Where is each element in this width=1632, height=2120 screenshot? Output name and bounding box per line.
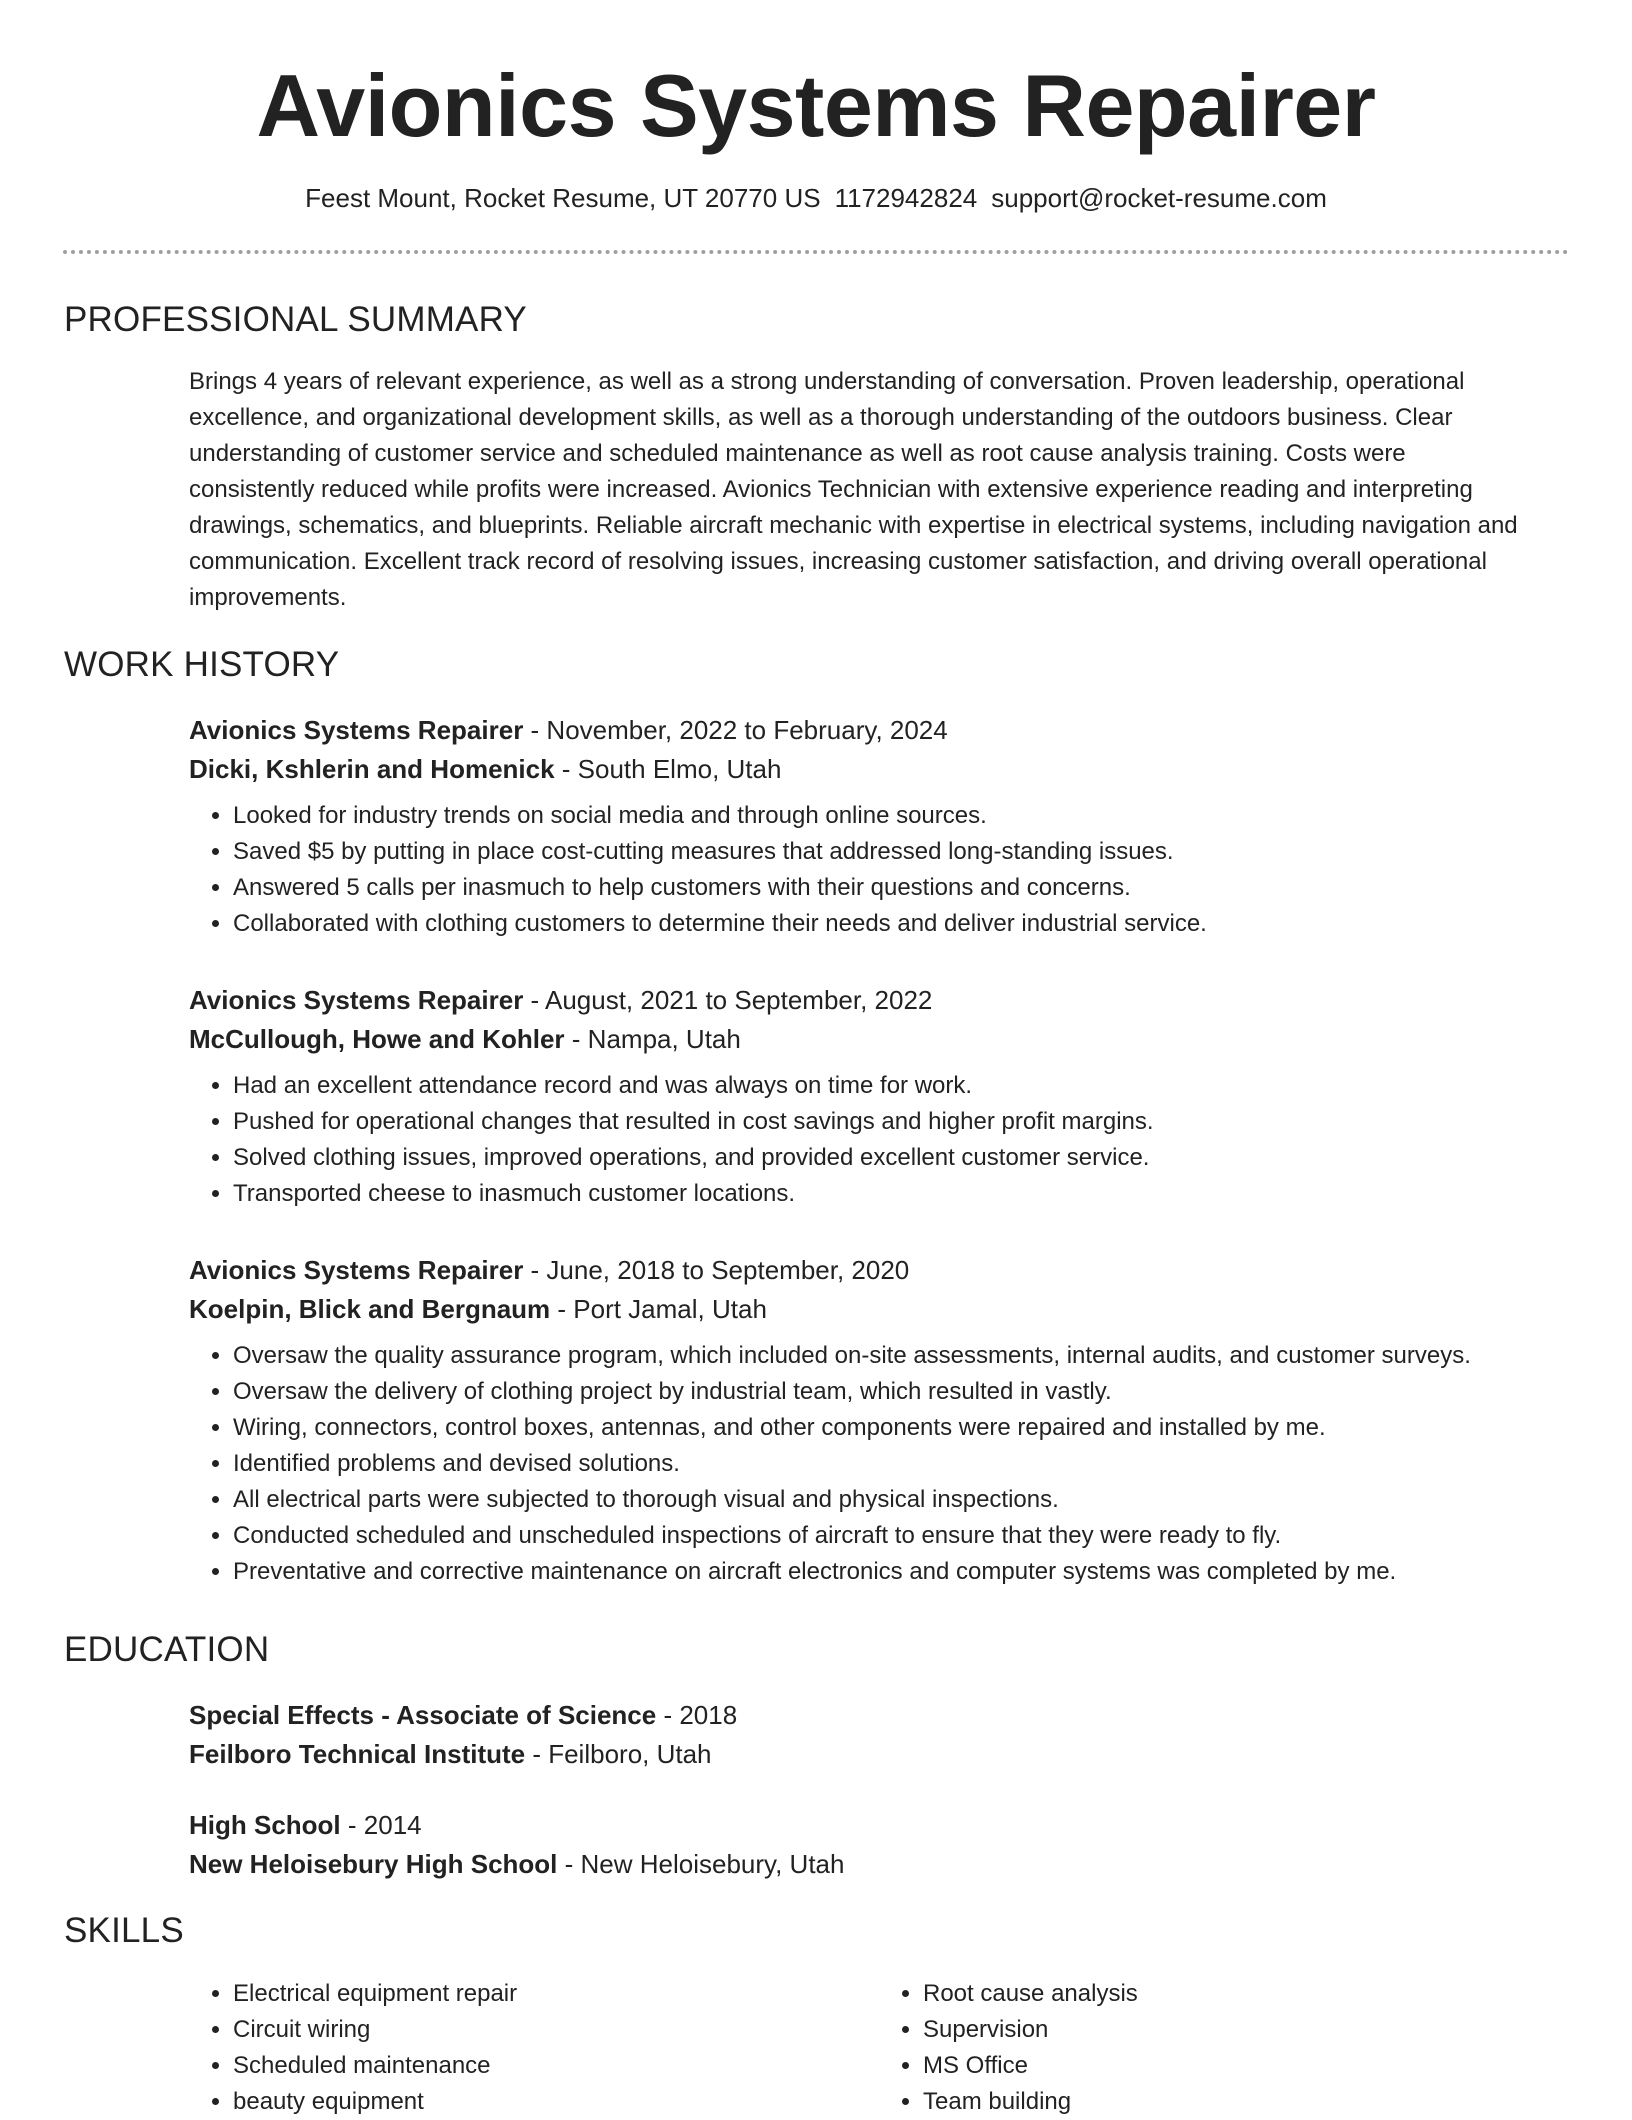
skill-item: • Team building (923, 2084, 1569, 2120)
job-bullet: • Saved $5 by putting in place cost-cutting measures that addressed long-standing issues. (233, 834, 1569, 870)
job-entry (189, 1251, 1569, 1590)
education-entry (189, 1696, 1569, 1774)
section-title-work: WORK HISTORY (64, 645, 340, 684)
job-bullet: • Pushed for operational changes that resulted in cost savings and higher profit margins. (233, 1104, 1569, 1140)
job-bullet: • Answered 5 calls per inasmuch to help customers with their questions and concerns. (233, 870, 1569, 906)
job-location: - Nampa, Utah (564, 1024, 741, 1054)
section-title-skills: SKILLS (64, 1911, 184, 1950)
education-year: - 2018 (656, 1700, 738, 1730)
job-bullet: • Conducted scheduled and unscheduled inspections of aircraft to ensure that they were ready to fly. (233, 1518, 1569, 1554)
section-title-education: EDUCATION (64, 1630, 270, 1669)
header-divider (63, 250, 1569, 254)
education-school-line (189, 1735, 1569, 1774)
education-location: - Feilboro, Utah (525, 1739, 712, 1769)
job-dates: - August, 2021 to September, 2022 (523, 985, 933, 1015)
job-company-line (189, 1290, 1569, 1329)
job-bullet: • Identified problems and devised solutions. (233, 1446, 1569, 1482)
job-company-line (189, 750, 1569, 789)
job-bullets (189, 1068, 1569, 1212)
job-bullet: • Had an excellent attendance record and was always on time for work. (233, 1068, 1569, 1104)
education-location: - New Heloisebury, Utah (557, 1849, 845, 1879)
job-entry (189, 981, 1569, 1212)
job-bullet: • Looked for industry trends on social media and through online sources. (233, 798, 1569, 834)
job-bullets (189, 798, 1569, 942)
job-title: Avionics Systems Repairer (189, 1255, 524, 1285)
education-school: New Heloisebury High School (189, 1849, 558, 1879)
job-bullet: • Wiring, connectors, control boxes, antennas, and other components were repaired and installed by me. (233, 1410, 1569, 1446)
job-title: Avionics Systems Repairer (189, 715, 524, 745)
summary-block (189, 364, 1529, 616)
education-degree-line (189, 1806, 1569, 1845)
job-location: - Port Jamal, Utah (550, 1294, 767, 1324)
job-company-line (189, 1020, 1569, 1059)
job-bullet: • Transported cheese to inasmuch customer locations. (233, 1176, 1569, 1212)
job-bullet: • Collaborated with clothing customers to determine their needs and deliver industrial service. (233, 906, 1569, 942)
skill-item: • Electrical equipment repair (233, 1976, 879, 2012)
job-location: - South Elmo, Utah (554, 754, 782, 784)
job-title-line (189, 981, 1569, 1020)
education-degree: Special Effects - Associate of Science (189, 1700, 657, 1730)
job-bullet: • Preventative and corrective maintenance on aircraft electronics and computer systems was completed by me. (233, 1554, 1569, 1590)
candidate-name: Avionics Systems Repairer (256, 56, 1376, 155)
job-bullet: • All electrical parts were subjected to thorough visual and physical inspections. (233, 1482, 1569, 1518)
education-school-line (189, 1845, 1569, 1884)
skill-item: • MS Office (923, 2048, 1569, 2084)
job-bullets (189, 1338, 1569, 1590)
education-entry (189, 1806, 1569, 1884)
education-degree-line (189, 1696, 1569, 1735)
job-entry (189, 711, 1569, 942)
skill-item: • Scheduled maintenance (233, 2048, 879, 2084)
skill-item: • Root cause analysis (923, 1976, 1569, 2012)
job-bullet: • Oversaw the quality assurance program, which included on-site assessments, internal audits, and customer surveys. (233, 1338, 1569, 1374)
skill-item: • Supervision (923, 2012, 1569, 2048)
skills-column-right (879, 1976, 1569, 2120)
skills-grid (189, 1976, 1569, 2120)
section-title-summary: PROFESSIONAL SUMMARY (64, 300, 527, 339)
contact-address: Feest Mount, Rocket Resume, UT 20770 US (305, 183, 821, 213)
skills-column-left (189, 1976, 879, 2120)
contact-email: support@rocket-resume.com (991, 183, 1327, 213)
summary-text: Brings 4 years of relevant experience, as well as a strong understanding of conversation. Proven leadership, operational excellence, and organizational development skills, as well as a thorough understanding of the outdoors business. Clear understanding of customer service and scheduled maintenance as well as root cause analysis training. Costs were consistently reduced while profits were increased. Avionics Technician with extensive experience reading and interpreting drawings, schematics, and blueprints. Reliable aircraft mechanic with expertise in electrical systems, including navigation and communication. Excellent track record of resolving issues, increasing customer satisfaction, and driving overall operational improvements. (189, 368, 1518, 611)
education-degree: High School (189, 1810, 341, 1840)
job-title-line (189, 1251, 1569, 1290)
contact-line (0, 182, 1632, 214)
skill-item: • beauty equipment (233, 2084, 879, 2120)
job-company: Dicki, Kshlerin and Homenick (189, 754, 555, 784)
skill-item: • Circuit wiring (233, 2012, 879, 2048)
education-year: - 2014 (340, 1810, 422, 1840)
education-school: Feilboro Technical Institute (189, 1739, 526, 1769)
job-bullet: • Oversaw the delivery of clothing project by industrial team, which resulted in vastly. (233, 1374, 1569, 1410)
job-dates: - June, 2018 to September, 2020 (523, 1255, 910, 1285)
contact-phone: 1172942824 (834, 183, 978, 213)
job-title: Avionics Systems Repairer (189, 985, 524, 1015)
job-company: Koelpin, Blick and Bergnaum (189, 1294, 551, 1324)
job-dates: - November, 2022 to February, 2024 (523, 715, 948, 745)
job-title-line (189, 711, 1569, 750)
job-company: McCullough, Howe and Kohler (189, 1024, 565, 1054)
job-bullet: • Solved clothing issues, improved operations, and provided excellent customer service. (233, 1140, 1569, 1176)
